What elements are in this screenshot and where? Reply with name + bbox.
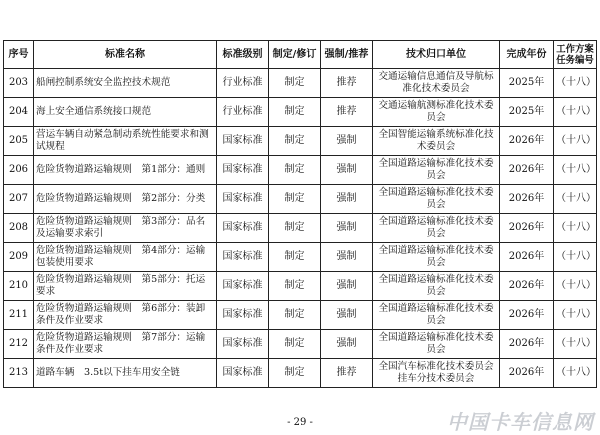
cell-force: 强制 (321, 185, 373, 214)
cell-task: （十八） (554, 98, 597, 127)
cell-task: （十八） (554, 359, 597, 388)
cell-level: 国家标准 (217, 301, 269, 330)
cell-year: 2025年 (500, 98, 554, 127)
header-no: 序号 (4, 41, 34, 69)
cell-level: 行业标准 (217, 98, 269, 127)
table-row (4, 330, 597, 359)
table-row (4, 301, 597, 330)
cell-type: 制定 (269, 301, 321, 330)
cell-level: 国家标准 (217, 359, 269, 388)
cell-task: （十八） (554, 243, 597, 272)
cell-no: 205 (4, 127, 34, 156)
cell-force: 推荐 (321, 98, 373, 127)
header-task: 工作方案任务编号 (554, 41, 597, 69)
cell-unit: 全国道路运输标准化技术委员会 (373, 272, 500, 301)
cell-name: 危险货物道路运输规则 第4部分：运输包装使用要求 (34, 243, 217, 272)
cell-no: 207 (4, 185, 34, 214)
cell-unit: 全国道路运输标准化技术委员会 (373, 185, 500, 214)
cell-year: 2026年 (500, 359, 554, 388)
cell-name: 营运车辆自动紧急制动系统性能要求和测试规程 (34, 127, 217, 156)
cell-force: 强制 (321, 243, 373, 272)
cell-unit: 全国汽车标准化技术委员会挂车分技术委员会 (373, 359, 500, 388)
cell-year: 2026年 (500, 243, 554, 272)
cell-year: 2026年 (500, 127, 554, 156)
cell-unit: 全国道路运输标准化技术委员会 (373, 243, 500, 272)
cell-unit: 全国智能运输系统标准化技术委员会 (373, 127, 500, 156)
cell-year: 2026年 (500, 301, 554, 330)
cell-name: 危险货物道路运输规则 第5部分：托运要求 (34, 272, 217, 301)
cell-level: 国家标准 (217, 156, 269, 185)
cell-name: 危险货物道路运输规则 第7部分：运输条件及作业要求 (34, 330, 217, 359)
cell-year: 2026年 (500, 214, 554, 243)
table-row (4, 272, 597, 301)
cell-no: 213 (4, 359, 34, 388)
cell-type: 制定 (269, 98, 321, 127)
cell-task: （十八） (554, 185, 597, 214)
cell-unit: 交通运输信息通信及导航标准化技术委员会 (373, 69, 500, 98)
table-row (4, 243, 597, 272)
cell-year: 2026年 (500, 156, 554, 185)
cell-task: （十八） (554, 69, 597, 98)
cell-name: 船闸控制系统安全监控技术规范 (34, 69, 217, 98)
cell-level: 行业标准 (217, 69, 269, 98)
cell-level: 国家标准 (217, 185, 269, 214)
header-level: 标准级别 (217, 41, 269, 69)
cell-task: （十八） (554, 214, 597, 243)
cell-year: 2025年 (500, 69, 554, 98)
cell-no: 203 (4, 69, 34, 98)
cell-no: 209 (4, 243, 34, 272)
cell-force: 强制 (321, 330, 373, 359)
cell-force: 强制 (321, 214, 373, 243)
cell-no: 208 (4, 214, 34, 243)
standards-table (3, 40, 597, 388)
cell-name: 危险货物道路运输规则 第2部分：分类 (34, 185, 217, 214)
cell-force: 强制 (321, 272, 373, 301)
cell-level: 国家标准 (217, 127, 269, 156)
cell-type: 制定 (269, 243, 321, 272)
table-row (4, 69, 597, 98)
header-unit: 技术归口单位 (373, 41, 500, 69)
cell-force: 推荐 (321, 69, 373, 98)
cell-level: 国家标准 (217, 330, 269, 359)
cell-type: 制定 (269, 359, 321, 388)
cell-level: 国家标准 (217, 272, 269, 301)
cell-type: 制定 (269, 185, 321, 214)
cell-force: 强制 (321, 156, 373, 185)
cell-task: （十八） (554, 301, 597, 330)
cell-force: 推荐 (321, 359, 373, 388)
table-row (4, 98, 597, 127)
header-year: 完成年份 (500, 41, 554, 69)
cell-unit: 全国道路运输标准化技术委员会 (373, 214, 500, 243)
page-number: - 29 - (287, 417, 313, 428)
header-force: 强制/推荐 (321, 41, 373, 69)
cell-level: 国家标准 (217, 243, 269, 272)
cell-type: 制定 (269, 127, 321, 156)
cell-name: 道路车辆 3.5t以下挂车用安全链 (34, 359, 217, 388)
cell-unit: 全国道路运输标准化技术委员会 (373, 330, 500, 359)
cell-type: 制定 (269, 214, 321, 243)
header-name: 标准名称 (34, 41, 217, 69)
cell-type: 制定 (269, 272, 321, 301)
cell-force: 强制 (321, 301, 373, 330)
cell-unit: 全国道路运输标准化技术委员会 (373, 301, 500, 330)
cell-no: 204 (4, 98, 34, 127)
table-header-row (4, 41, 597, 69)
cell-name: 危险货物道路运输规则 第6部分：装卸条件及作业要求 (34, 301, 217, 330)
cell-name: 危险货物道路运输规则 第3部分：品名及运输要求索引 (34, 214, 217, 243)
cell-unit: 交通运输航测标准化技术委员会 (373, 98, 500, 127)
table-row (4, 359, 597, 388)
cell-force: 强制 (321, 127, 373, 156)
cell-type: 制定 (269, 330, 321, 359)
cell-task: （十八） (554, 272, 597, 301)
cell-name: 海上安全通信系统接口规范 (34, 98, 217, 127)
cell-year: 2026年 (500, 272, 554, 301)
cell-no: 212 (4, 330, 34, 359)
cell-task: （十八） (554, 330, 597, 359)
cell-no: 210 (4, 272, 34, 301)
table-row (4, 156, 597, 185)
table-row (4, 127, 597, 156)
cell-unit: 全国道路运输标准化技术委员会 (373, 156, 500, 185)
cell-task: （十八） (554, 156, 597, 185)
cell-no: 211 (4, 301, 34, 330)
table-row (4, 214, 597, 243)
cell-type: 制定 (269, 69, 321, 98)
watermark-logo: 中国卡车信息网 (447, 410, 594, 434)
cell-level: 国家标准 (217, 214, 269, 243)
cell-year: 2026年 (500, 330, 554, 359)
cell-year: 2026年 (500, 185, 554, 214)
cell-no: 206 (4, 156, 34, 185)
table-row (4, 185, 597, 214)
header-type: 制定/修订 (269, 41, 321, 69)
cell-type: 制定 (269, 156, 321, 185)
cell-name: 危险货物道路运输规则 第1部分：通则 (34, 156, 217, 185)
cell-task: （十八） (554, 127, 597, 156)
